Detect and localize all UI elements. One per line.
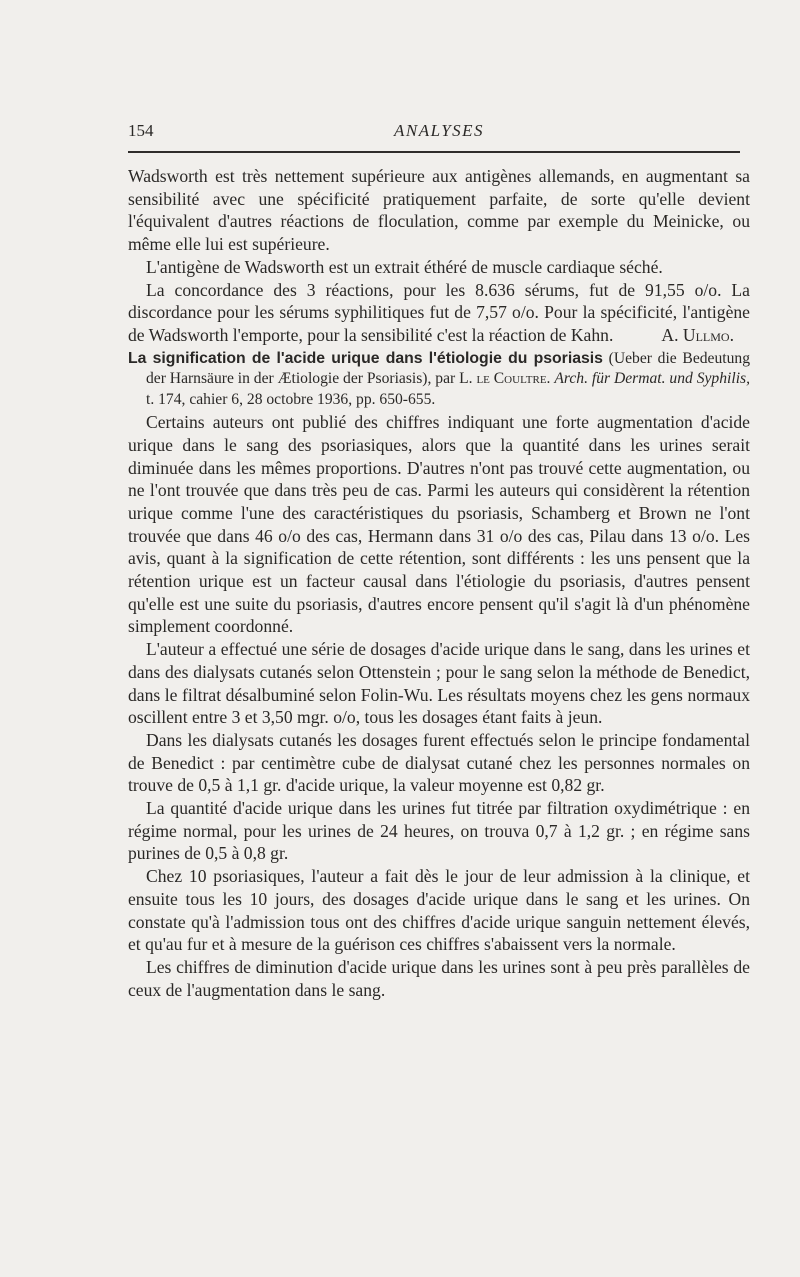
paragraph: L'antigène de Wadsworth est un extrait éthéré de muscle cardiaque séché. — [146, 256, 663, 277]
document-page — [128, 121, 750, 1001]
journal-name: Arch. für Dermat. und Syphilis, — [554, 370, 750, 388]
paragraph-text: La concordance des 3 réactions, pour les 8.636 sérums, fut de 91,55 o/o. La discordance pour les sérums syphilitiques fut de 7,57 o/o. Pour la spécificité, l'antigène de Wadsworth l'emporte, pour la sensibilité c'est la réaction de Kahn. — [128, 279, 750, 345]
paragraph: Certains auteurs ont publié des chiffres indiquant une forte augmentation d'acide urique dans le sang des psoriasiques, alors que la quantité dans les urines serait diminuée dans les mêmes proportions. D'autres n'ont pas trouvé cette augmentation, ou ne l'ont trouvée que dans très peu de cas. Parmi les auteurs qui considèrent la rétention urique comme l'une des caractéristiques du psoriasis, Schamberg et Brown ne l'ont trouvée que dans 46 o/o des cas, Hermann dans 31 o/o des cas, Pilau dans 13 o/o. Les avis, quant à la signification de cette rétention, sont différents : les uns pensent que la rétention urique est un facteur causal dans l'étiologie du psoriasis, d'autres pensent qu'elle est une suite du psoriasis, d'autres encore pensent qu'il s'agit là d'un phénomène simplement coordonné. — [128, 412, 750, 637]
article-heading — [128, 349, 750, 411]
author-signature: A. Ullmo. — [661, 324, 734, 345]
paragraph: Les chiffres de diminution d'acide urique dans les urines sont à peu près parallèles de ceux de l'augmentation dans le sang. — [128, 957, 750, 1000]
article-citation — [128, 349, 750, 411]
previous-article — [128, 165, 750, 347]
header-rule — [128, 151, 740, 153]
page-number: 154 — [128, 121, 154, 140]
paragraph: La quantité d'acide urique dans les urines fut titrée par filtration oxydimétrique : en régime normal, pour les urines de 24 heures, on trouva 0,7 à 1,2 gr. ; en régime sans purines de 0,5 à 0,8 gr. — [128, 798, 750, 864]
running-header — [128, 121, 750, 145]
article-body — [128, 411, 750, 1001]
paragraph: L'auteur a effectué une série de dosages d'acide urique dans le sang, dans les urines et dans des dialysats cutanés selon Ottenstein ; pour le sang selon la méthode de Benedict, dans le filtrat désalbuminé selon Folin-Wu. Les résultats moyens chez les gens normaux oscillent entre 3 et 3,50 mgr. o/o, tous les dosages étant faits à jeun. — [128, 639, 750, 728]
paragraph-with-signature — [128, 279, 750, 347]
article-title: La signification de l'acide urique dans l'étiologie du psoriasis — [128, 349, 603, 367]
section-title: ANALYSES — [393, 121, 485, 140]
journal-reference: t. 174, cahier 6, 28 octobre 1936, pp. 650-655. — [146, 390, 436, 408]
article-subtitle: (Ueber die Bedeutung der Harnsäure in der Ætiologie der Psoriasis), par L. — [146, 349, 750, 388]
article-author: le Coultre. — [476, 370, 551, 388]
paragraph: Dans les dialysats cutanés les dosages furent effectués selon le principe fondamental de Benedict : par centimètre cube de dialysat cutané chez les personnes normales on trouve de 0,5 à 1,1 gr. d'acide urique, la valeur moyenne est 0,82 gr. — [128, 729, 750, 796]
paragraph: Chez 10 psoriasiques, l'auteur a fait dès le jour de leur admission à la clinique, et ensuite tous les 10 jours, des dosages d'acide urique dans le sang et les urines. On constate qu'à l'admission tous ont des chiffres d'acide urique sanguin nettement élevés, et qu'au fur et à mesure de la guérison ces chiffres s'abaissent vers la normale. — [128, 866, 750, 955]
paragraph: Wadsworth est très nettement supérieure aux antigènes allemands, en augmentant sa sensibilité avec une spécificité pratiquement parfaite, de sorte qu'elle devient l'équivalent d'autres réactions de floculation, comme par exemple du Meinicke, ou même elle lui est supérieure. — [128, 166, 750, 255]
